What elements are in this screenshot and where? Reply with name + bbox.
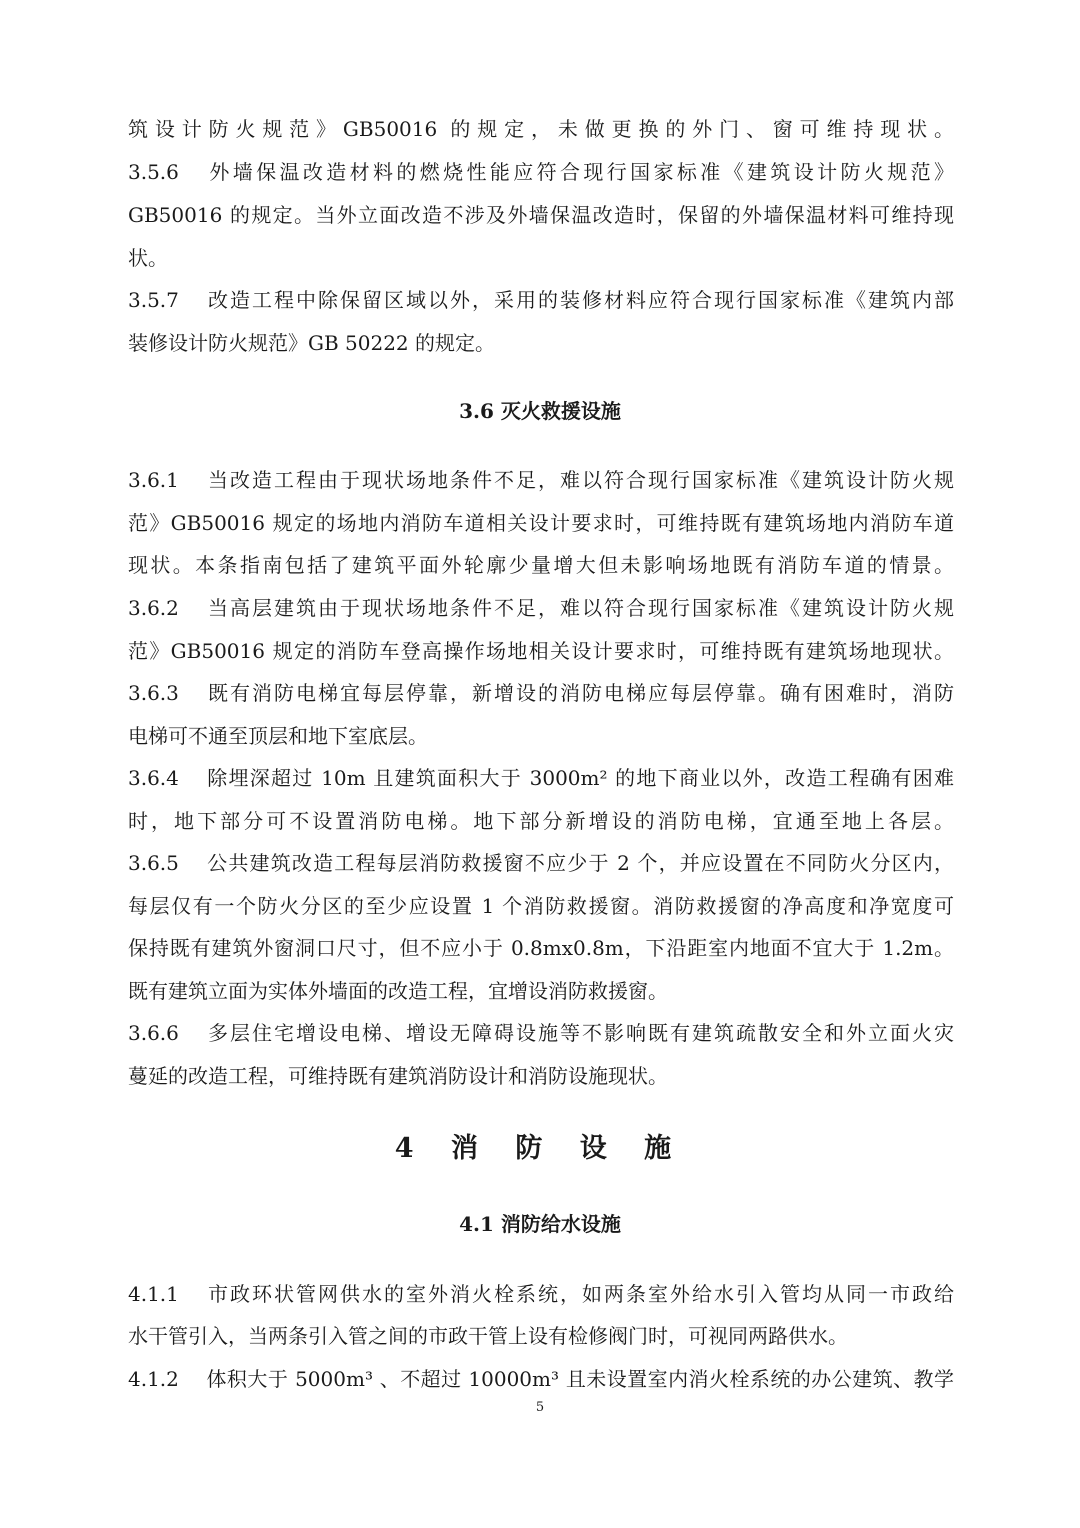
clause-4-1-1 [128,1281,954,1307]
clause-3-6-2 [128,595,954,621]
clause-3-6-4 [128,765,954,791]
paragraph-line [128,893,954,919]
line-text: 每层仅有一个防火分区的至少应设置 1 个消防救援窗。消防救援窗的净高度和净宽度可 [128,894,954,918]
paragraph-line [128,935,954,961]
line-text: 电梯可不通至顶层和地下室底层。 [128,724,428,748]
paragraph-line [128,510,954,536]
clause-3-6-6 [128,1020,954,1046]
clause-number: 4.1.1 [128,1282,179,1306]
clause-text: 市政环状管网供水的室外消火栓系统，如两条室外给水引入管均从同一市政给 [206,1282,954,1306]
clause-number: 3.6.4 [128,766,179,790]
line-text: 时，地下部分可不设置消防电梯。地下部分新增设的消防电梯，宜通至地上各层。 [128,809,954,833]
clause-number: 3.6.2 [128,596,179,620]
clause-number: 3.6.3 [128,681,179,705]
clause-text: 当高层建筑由于现状场地条件不足，难以符合现行国家标准《建筑设计防火规 [206,596,954,620]
clause-text: 外墙保温改造材料的燃烧性能应符合现行国家标准《建筑设计防火规范》 [206,160,954,184]
clause-text: 当改造工程由于现状场地条件不足，难以符合现行国家标准《建筑设计防火规 [206,468,954,492]
clause-number: 3.6.6 [128,1021,179,1045]
clause-number: 3.6.5 [128,851,179,875]
paragraph-line [128,808,954,834]
page-number: 5 [535,1400,545,1415]
clause-text: 多层住宅增设电梯、增设无障碍设施等不影响既有建筑疏散安全和外立面火灾 [206,1021,954,1045]
paragraph-line [128,978,954,1004]
section-heading-3-6: 3.6 灭火救援设施 [459,399,621,423]
paragraph-line [128,638,954,664]
line-text: 现状。本条指南包括了建筑平面外轮廓少量增大但未影响场地既有消防车道的情景。 [128,553,954,577]
clause-text: 既有消防电梯宜每层停靠，新增设的消防电梯应每层停靠。确有困难时，消防 [206,681,954,705]
clause-text: 公共建筑改造工程每层消防救援窗不应少于 2 个，并应设置在不同防火分区内， [206,851,954,875]
clause-3-5-6 [128,159,954,185]
paragraph-line [128,202,954,228]
clause-text: 改造工程中除保留区域以外，采用的装修材料应符合现行国家标准《建筑内部 [206,288,954,312]
clause-text: 除埋深超过 10m 且建筑面积大于 3000m² 的地下商业以外，改造工程确有困难 [206,766,954,790]
clause-number: 4.1.2 [128,1367,179,1391]
line-text: GB50016 的规定。当外立面改造不涉及外墙保温改造时，保留的外墙保温材料可维持现 [128,203,954,227]
clause-3-6-5 [128,850,954,876]
line-text: 状。 [128,246,168,270]
clause-number: 3.5.6 [128,160,179,184]
line-text: 范》GB50016 规定的场地内消防车道相关设计要求时，可维持既有建筑场地内消防车道 [128,511,954,535]
clause-4-1-2 [128,1366,954,1392]
line-text: 筑设计防火规范》GB50016 的规定，未做更换的外门、窗可维持现状。 [128,117,954,141]
line-text: 蔓延的改造工程，可维持既有建筑消防设计和消防设施现状。 [128,1064,668,1088]
line-text: 装修设计防火规范》GB 50222 的规定。 [128,331,496,355]
line-text: 保持既有建筑外窗洞口尺寸，但不应小于 0.8mx0.8m，下沿距室内地面不宜大于 1.2m。 [128,936,954,960]
section-heading-4-1: 4.1 消防给水设施 [459,1212,621,1236]
clause-number: 3.6.1 [128,468,179,492]
clause-text: 体积大于 5000m³ 、不超过 10000m³ 且未设置室内消火栓系统的办公建筑、教学 [206,1367,954,1391]
clause-3-6-1 [128,467,954,493]
paragraph-line [128,1063,954,1089]
line-text: 范》GB50016 规定的消防车登高操作场地相关设计要求时，可维持既有建筑场地现状。 [128,639,954,663]
clause-3-6-3 [128,680,954,706]
paragraph-line [128,116,954,142]
paragraph-line [128,245,954,271]
chapter-heading-4: 4 消 防 设 施 [394,1133,686,1164]
paragraph-line [128,723,954,749]
line-text: 既有建筑立面为实体外墙面的改造工程，宜增设消防救援窗。 [128,979,668,1003]
paragraph-line [128,552,954,578]
line-text: 水干管引入，当两条引入管之间的市政干管上设有检修阀门时，可视同两路供水。 [128,1324,848,1348]
paragraph-line [128,330,954,356]
clause-number: 3.5.7 [128,288,179,312]
paragraph-line [128,1323,954,1349]
clause-3-5-7 [128,287,954,313]
